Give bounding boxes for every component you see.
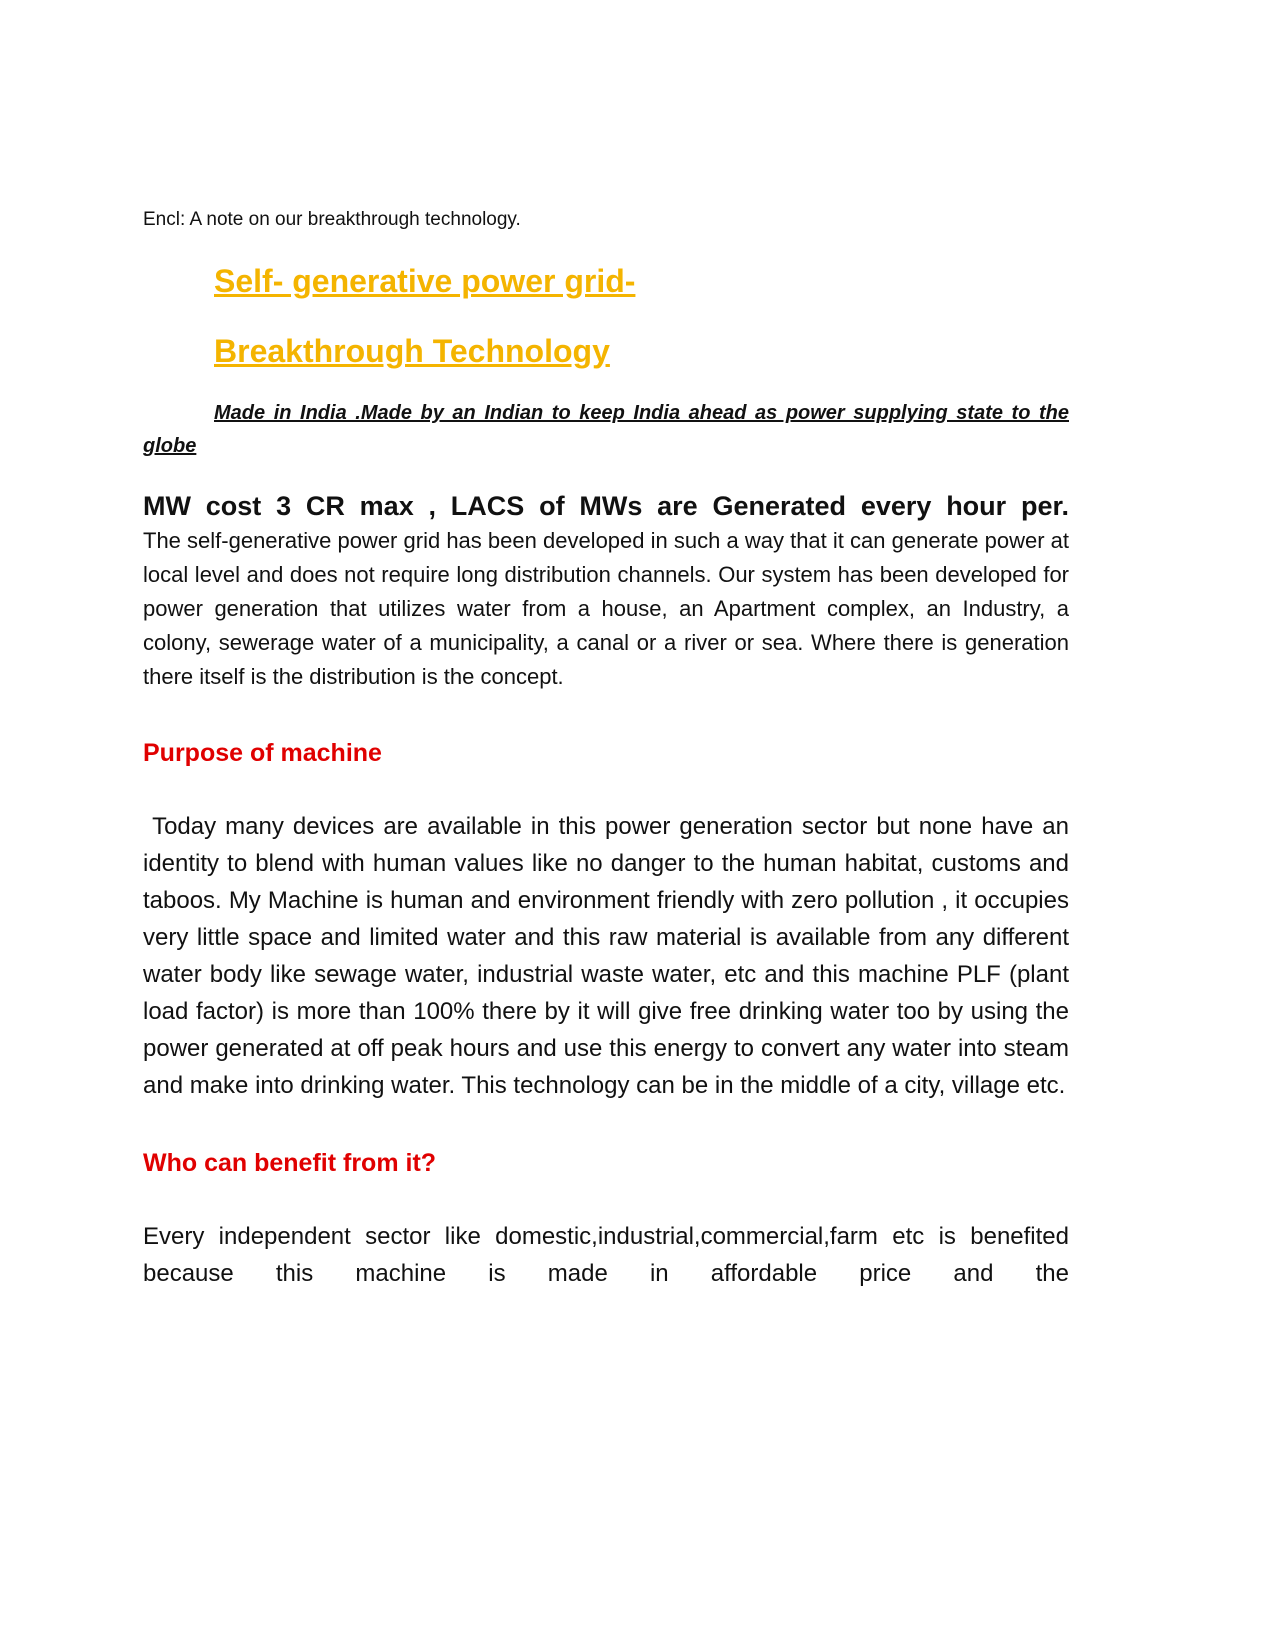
title-line-2: Breakthrough Technology xyxy=(214,333,610,369)
section-heading-benefit: Who can benefit from it? xyxy=(143,1149,437,1177)
section-body-purpose xyxy=(143,808,1069,1104)
intro-paragraph: The self-generative power grid has been developed in such a way that it can generate power at local level and does not require long distribution channels. Our system has been developed for power generation that utilizes water from a house, an Apartment complex, an Industry, a colony, sewerage water of a municipality, a canal or a river or sea. Where there is generation there itself is the distribution is the concept. xyxy=(143,528,1069,689)
document-content xyxy=(143,205,1069,1292)
title-line-1: Self- generative power grid- xyxy=(214,263,636,299)
tagline: Made in India .Made by an Indian to keep India ahead as power supplying state to the globe xyxy=(143,402,1069,457)
section-heading-purpose: Purpose of machine xyxy=(143,739,382,767)
section-body-purpose-text: Today many devices are available in this power generation sector but none have an identity to blend with human values like no danger to the human habitat, customs and taboos. My Machine is human and environment friendly with zero pollution , it occupies very little space and limited water and this raw material is available from any different water body like sewage water, industrial waste water, etc and this machine PLF (plant load factor) is more than 100% there by it will give free drinking water too by using the power generated at off peak hours and use this energy to convert any water into steam and make into drinking water. This technology can be in the middle of a city, village etc. xyxy=(143,813,1069,1099)
headline: MW cost 3 CR max , LACS of MWs are Generated every hour per. xyxy=(143,491,1069,521)
section-body-benefit: Every independent sector like domestic,industrial,commercial,farm etc is benefited because this machine is made in affordable price and the xyxy=(143,1223,1069,1287)
enclosure-note: Encl: A note on our breakthrough technology. xyxy=(143,209,521,230)
